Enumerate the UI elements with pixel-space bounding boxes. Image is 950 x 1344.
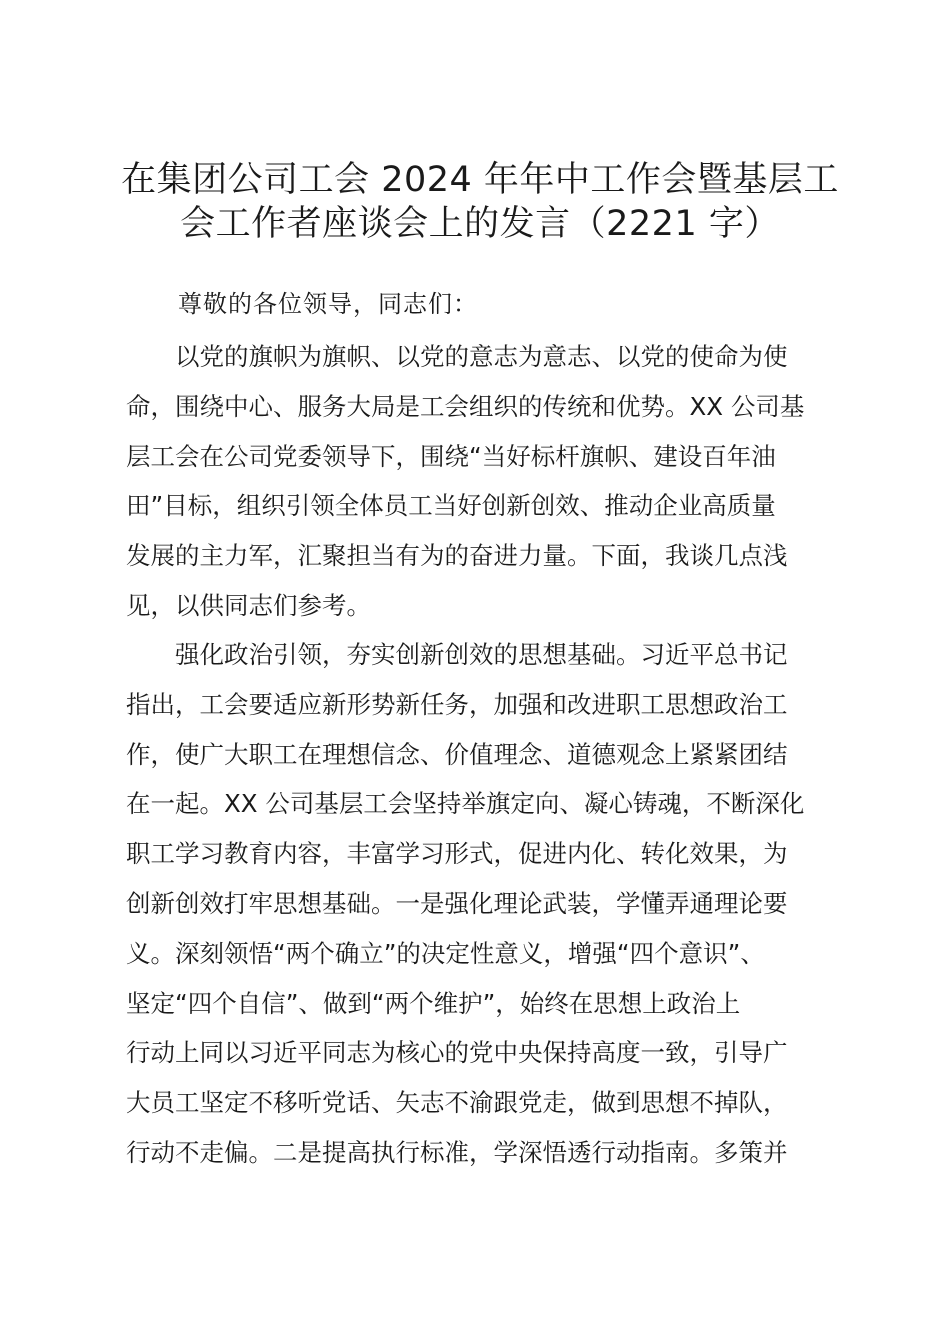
paragraph-line: 命，围绕中心、服务大局是工会组织的传统和优势。XX 公司基 [126, 391, 805, 421]
body-paragraph [126, 630, 846, 1178]
greeting: 尊敬的各位领导，同志们： [178, 290, 478, 318]
paragraph-line: 行动不走偏。二是提高执行标准，学深悟透行动指南。多策并 [126, 1137, 788, 1167]
paragraph-line: 层工会在公司党委领导下，围绕“当好标杆旗帜、建设百年油 [126, 441, 776, 471]
title-line: 在集团公司工会 2024 年年中工作会暨基层工 [121, 160, 839, 200]
paragraph-line: 创新创效打牢思想基础。一是强化理论武装，学懂弄通理论要 [126, 888, 788, 918]
paragraph-line: 义。深刻领悟“两个确立”的决定性意义，增强“四个意识”、 [126, 938, 765, 968]
paragraph-line: 强化政治引领，夯实创新创效的思想基础。习近平总书记 [126, 640, 788, 669]
paragraph-line: 作，使广大职工在理想信念、价值理念、道德观念上紧紧团结 [126, 739, 788, 769]
paragraph-line: 坚定“四个自信”、做到“两个维护”，始终在思想上政治上 [126, 988, 741, 1018]
paragraph-line: 职工学习教育内容，丰富学习形式，促进内化、转化效果，为 [126, 839, 788, 869]
body-paragraph [126, 332, 846, 631]
paragraph-line: 指出，工会要适应新形势新任务，加强和改进职工思想政治工 [126, 689, 788, 719]
paragraph-line: 以党的旗帜为旗帜、以党的意志为意志、以党的使命为使 [126, 342, 788, 371]
paragraph-line: 见，以供同志们参考。 [126, 590, 371, 620]
paragraph-line: 田”目标，组织引领全体员工当好创新创效、推动企业高质量 [126, 491, 776, 521]
paragraph-line: 行动上同以习近平同志为核心的党中央保持高度一致，引导广 [126, 1038, 788, 1068]
document-title [110, 158, 850, 246]
title-line: 会工作者座谈会上的发言（2221 字） [180, 204, 780, 244]
paragraph-line: 发展的主力军，汇聚担当有为的奋进力量。下面，我谈几点浅 [126, 541, 788, 571]
paragraph-line: 大员工坚定不移听党话、矢志不渝跟党走，做到思想不掉队， [126, 1088, 788, 1118]
paragraph-line: 在一起。XX 公司基层工会坚持举旗定向、凝心铸魂，不断深化 [126, 789, 805, 819]
